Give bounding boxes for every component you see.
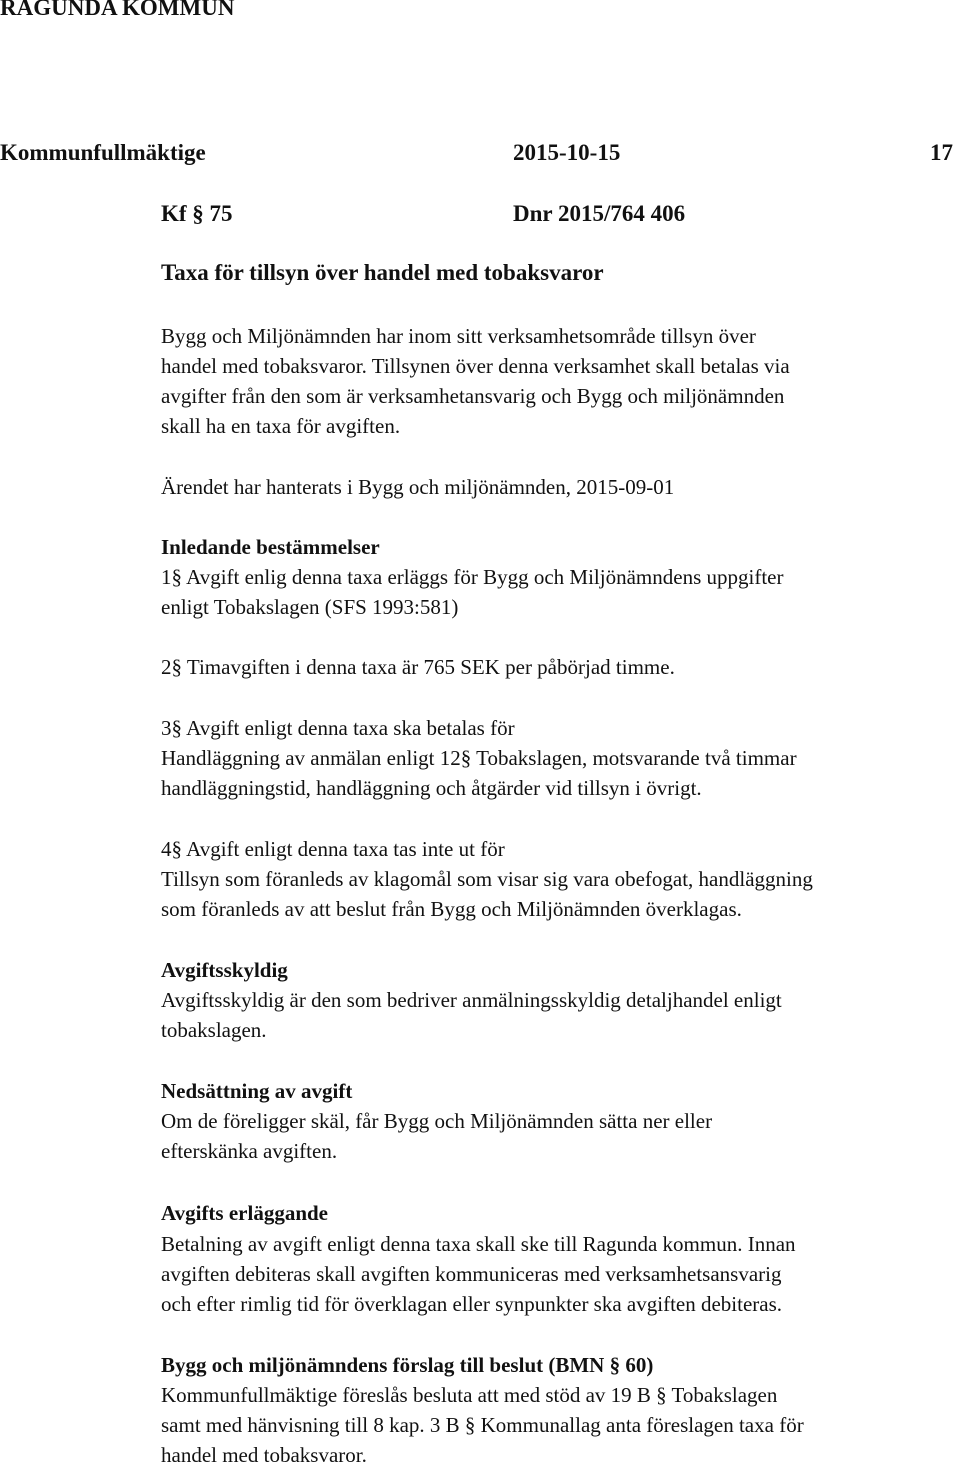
document-title: Taxa för tillsyn över handel med tobaksvaror [161,260,604,285]
handled-paragraph [161,472,957,502]
paragraph-line: 4§ Avgift enligt denna taxa tas inte ut för [161,837,505,861]
paragraph-line: enligt Tobakslagen (SFS 1993:581) [161,595,459,619]
forslag-paragraph [161,1380,957,1470]
page-number: 17 [930,140,953,165]
intro-line: avgifter från den som är verksamhetansvarig och Bygg och miljönämnden [161,384,785,408]
section-heading-inledande: Inledande bestämmelser [161,535,380,559]
section-heading-nedsattning: Nedsättning av avgift [161,1079,353,1103]
paragraph-line: avgiften debiteras skall avgiften kommuniceras med verksamhetsansvarig [161,1262,782,1286]
paragraph-line: samt med hänvisning till 8 kap. 3 B § Kommunallag anta föreslagen taxa för [161,1413,804,1437]
paragraph-line: Avgiftsskyldig är den som bedriver anmälningsskyldig detaljhandel enligt [161,988,782,1012]
section-paragraph-4 [161,834,957,924]
section-paragraph-1 [161,562,957,622]
paragraph-line: efterskänka avgiften. [161,1139,338,1163]
organization-name: RAGUNDA KOMMUN [0,0,235,20]
handled-line: Ärendet har hanterats i Bygg och miljönämnden, 2015-09-01 [161,475,675,499]
paragraph-line: Betalning av avgift enligt denna taxa skall ske till Ragunda kommun. Innan [161,1232,796,1256]
paragraph-line: 2§ Timavgiften i denna taxa är 765 SEK per påbörjad timme. [161,655,675,679]
section-heading-forslag: Bygg och miljönämndens förslag till beslut (BMN § 60) [161,1353,654,1377]
paragraph-line: och efter rimlig tid för överklagan eller synpunkter ska avgiften debiteras. [161,1292,783,1316]
meeting-body: Kommunfullmäktige [0,140,206,165]
paragraph-line: handel med tobaksvaror. [161,1443,367,1467]
erlaggande-paragraph [161,1229,957,1319]
paragraph-ref: Kf § 75 [161,201,233,226]
section-paragraph-2 [161,652,957,682]
intro-line: skall ha en taxa för avgiften. [161,414,401,438]
avgiftsskyldig-paragraph [161,985,957,1045]
intro-paragraph [161,321,957,441]
paragraph-line: handläggningstid, handläggning och åtgärder vid tillsyn i övrigt. [161,776,702,800]
intro-line: Bygg och Miljönämnden har inom sitt verksamhetsområde tillsyn över [161,324,756,348]
section-paragraph-3 [161,713,957,803]
paragraph-line: Om de föreligger skäl, får Bygg och Miljönämnden sätta ner eller [161,1109,713,1133]
paragraph-line: Kommunfullmäktige föreslås besluta att med stöd av 19 B § Tobakslagen [161,1383,778,1407]
nedsattning-paragraph [161,1106,957,1166]
paragraph-line: 3§ Avgift enligt denna taxa ska betalas för [161,716,515,740]
meeting-date: 2015-10-15 [513,140,621,165]
intro-line: handel med tobaksvaror. Tillsynen över denna verksamhet skall betalas via [161,354,790,378]
paragraph-line: tobakslagen. [161,1018,267,1042]
paragraph-line: 1§ Avgift enlig denna taxa erläggs för Bygg och Miljönämndens uppgifter [161,565,784,589]
section-heading-avgiftsskyldig: Avgiftsskyldig [161,958,288,982]
paragraph-line: Handläggning av anmälan enligt 12§ Tobakslagen, motsvarande två timmar [161,746,797,770]
paragraph-line: Tillsyn som föranleds av klagomål som visar sig vara obefogat, handläggning [161,867,813,891]
section-heading-erlaggande: Avgifts erläggande [161,1201,329,1225]
dnr-number: Dnr 2015/764 406 [513,201,686,226]
paragraph-line: som föranleds av att beslut från Bygg och Miljönämnden överklagas. [161,897,742,921]
